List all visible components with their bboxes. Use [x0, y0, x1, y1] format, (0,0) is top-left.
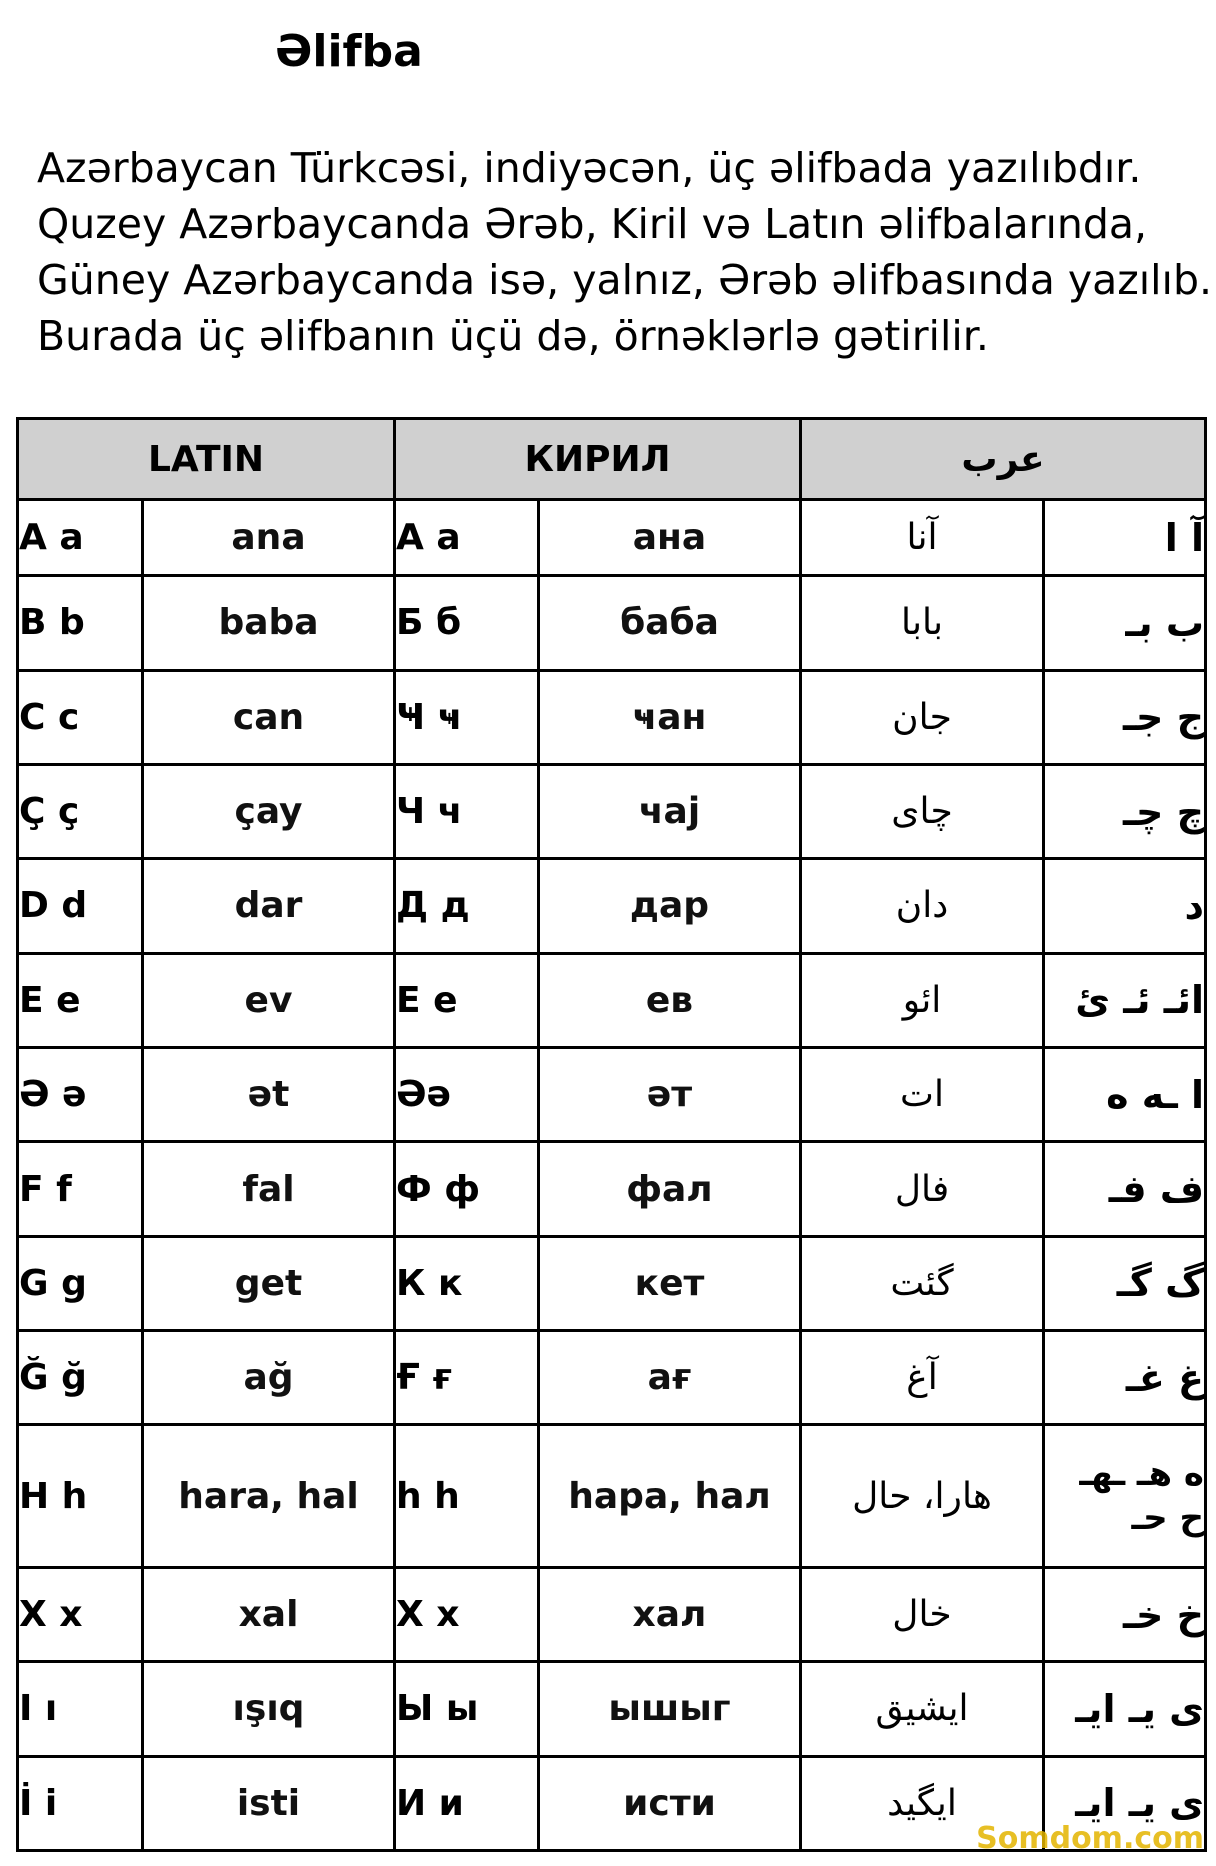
table-row — [18, 1142, 1206, 1236]
arabic-letter: خ خـ — [1044, 1567, 1206, 1661]
cyrillic-example: фал — [539, 1142, 801, 1236]
cyrillic-letter: И и — [395, 1756, 539, 1850]
latin-example: can — [143, 670, 395, 764]
arabic-example: چای — [801, 764, 1044, 858]
header-cyrillic: КИРИЛ — [395, 419, 801, 500]
header-latin: LATIN — [18, 419, 395, 500]
latin-example: get — [143, 1236, 395, 1330]
table-row — [18, 953, 1206, 1047]
arabic-example: ایگید — [801, 1756, 1044, 1850]
cyrillic-example: ағ — [539, 1331, 801, 1425]
arabic-letter: ب بـ — [1044, 576, 1206, 670]
table-row — [18, 859, 1206, 953]
intro-paragraph — [37, 140, 1213, 364]
arabic-example: آنا — [801, 500, 1044, 576]
cyrillic-letter: Әә — [395, 1048, 539, 1142]
table-row — [18, 1567, 1206, 1661]
arabic-letter: ی یـ ایـ — [1044, 1756, 1206, 1850]
arabic-letter: ا ـه ه — [1044, 1048, 1206, 1142]
latin-letter: Ğ ğ — [18, 1331, 143, 1425]
latin-example: dar — [143, 859, 395, 953]
arabic-example: فال — [801, 1142, 1044, 1236]
latin-letter: Ə ə — [18, 1048, 143, 1142]
cyrillic-letter: Ҹ ҹ — [395, 670, 539, 764]
cyrillic-letter: Ч ч — [395, 764, 539, 858]
latin-letter: I ı — [18, 1662, 143, 1756]
header-arabic: عرب — [801, 419, 1206, 500]
cyrillic-letter: Ғ ғ — [395, 1331, 539, 1425]
table-row — [18, 764, 1206, 858]
page-title: Əlifba — [275, 26, 423, 77]
arabic-example: بابا — [801, 576, 1044, 670]
cyrillic-example: һара, һал — [539, 1425, 801, 1568]
intro-line: Quzey Azərbaycanda Ərəb, Kiril və Latın əlifbalarında, — [37, 200, 1148, 248]
cyrillic-example: ана — [539, 500, 801, 576]
table-row — [18, 1048, 1206, 1142]
cyrillic-example: хал — [539, 1567, 801, 1661]
cyrillic-example: исти — [539, 1756, 801, 1850]
arabic-letter: ف فـ — [1044, 1142, 1206, 1236]
latin-example: isti — [143, 1756, 395, 1850]
latin-example: baba — [143, 576, 395, 670]
latin-letter: G g — [18, 1236, 143, 1330]
latin-letter: F f — [18, 1142, 143, 1236]
intro-line: Burada üç əlifbanın üçü də, örnəklərlə gətirilir. — [37, 312, 989, 360]
cyrillic-example: ҹан — [539, 670, 801, 764]
cyrillic-example: дар — [539, 859, 801, 953]
cyrillic-letter: Ф ф — [395, 1142, 539, 1236]
arabic-letter: آ ا — [1044, 500, 1206, 576]
latin-example: ağ — [143, 1331, 395, 1425]
table-row — [18, 670, 1206, 764]
arabic-example: ات — [801, 1048, 1044, 1142]
cyrillic-example: әт — [539, 1048, 801, 1142]
cyrillic-letter: Х х — [395, 1567, 539, 1661]
table-row — [18, 1662, 1206, 1756]
latin-example: ışıq — [143, 1662, 395, 1756]
arabic-example: جان — [801, 670, 1044, 764]
arabic-example: ائو — [801, 953, 1044, 1047]
arabic-example: دان — [801, 859, 1044, 953]
arabic-letter: گ گـ — [1044, 1236, 1206, 1330]
cyrillic-letter: А а — [395, 500, 539, 576]
arabic-letter: غ غـ — [1044, 1331, 1206, 1425]
cyrillic-example: кет — [539, 1236, 801, 1330]
latin-letter: C c — [18, 670, 143, 764]
cyrillic-example: баба — [539, 576, 801, 670]
latin-example: ana — [143, 500, 395, 576]
table-row — [18, 500, 1206, 576]
cyrillic-example: чај — [539, 764, 801, 858]
table-header-row — [18, 419, 1206, 500]
arabic-example: خال — [801, 1567, 1044, 1661]
arabic-example: ایشیق — [801, 1662, 1044, 1756]
cyrillic-example: ышыг — [539, 1662, 801, 1756]
cyrillic-letter: Д д — [395, 859, 539, 953]
latin-example: ət — [143, 1048, 395, 1142]
cyrillic-letter: Ы ы — [395, 1662, 539, 1756]
latin-example: fal — [143, 1142, 395, 1236]
latin-letter: H h — [18, 1425, 143, 1568]
arabic-example: آغ — [801, 1331, 1044, 1425]
latin-letter: Ç ç — [18, 764, 143, 858]
latin-example: hara, hal — [143, 1425, 395, 1568]
intro-line: Güney Azərbaycanda isə, yalnız, Ərəb əlifbasında yazılıb. — [37, 256, 1213, 304]
cyrillic-letter: К к — [395, 1236, 539, 1330]
table-row — [18, 576, 1206, 670]
latin-letter: D d — [18, 859, 143, 953]
alphabet-table — [16, 417, 1207, 1852]
latin-example: çay — [143, 764, 395, 858]
latin-letter: B b — [18, 576, 143, 670]
latin-letter: X x — [18, 1567, 143, 1661]
arabic-letter: ائـ ئـ ئ — [1044, 953, 1206, 1047]
arabic-letter: ه هـ ـهـ ح حـ — [1044, 1425, 1206, 1568]
arabic-letter: چ چـ — [1044, 764, 1206, 858]
arabic-letter: ی یـ ایـ — [1044, 1662, 1206, 1756]
watermark-logo: Somdom.com — [976, 1821, 1204, 1856]
arabic-example: گئت — [801, 1236, 1044, 1330]
cyrillic-letter: һ һ — [395, 1425, 539, 1568]
table-row — [18, 1331, 1206, 1425]
arabic-example: هارا، حال — [801, 1425, 1044, 1568]
cyrillic-example: ев — [539, 953, 801, 1047]
intro-line: Azərbaycan Türkcəsi, indiyəcən, üç əlifbada yazılıbdır. — [37, 144, 1142, 192]
arabic-letter: ج جـ — [1044, 670, 1206, 764]
table-row — [18, 1425, 1206, 1568]
latin-example: xal — [143, 1567, 395, 1661]
arabic-letter: د — [1044, 859, 1206, 953]
latin-letter: E e — [18, 953, 143, 1047]
latin-example: ev — [143, 953, 395, 1047]
latin-letter: A a — [18, 500, 143, 576]
cyrillic-letter: Б б — [395, 576, 539, 670]
table-row — [18, 1236, 1206, 1330]
cyrillic-letter: Е е — [395, 953, 539, 1047]
latin-letter: İ i — [18, 1756, 143, 1850]
